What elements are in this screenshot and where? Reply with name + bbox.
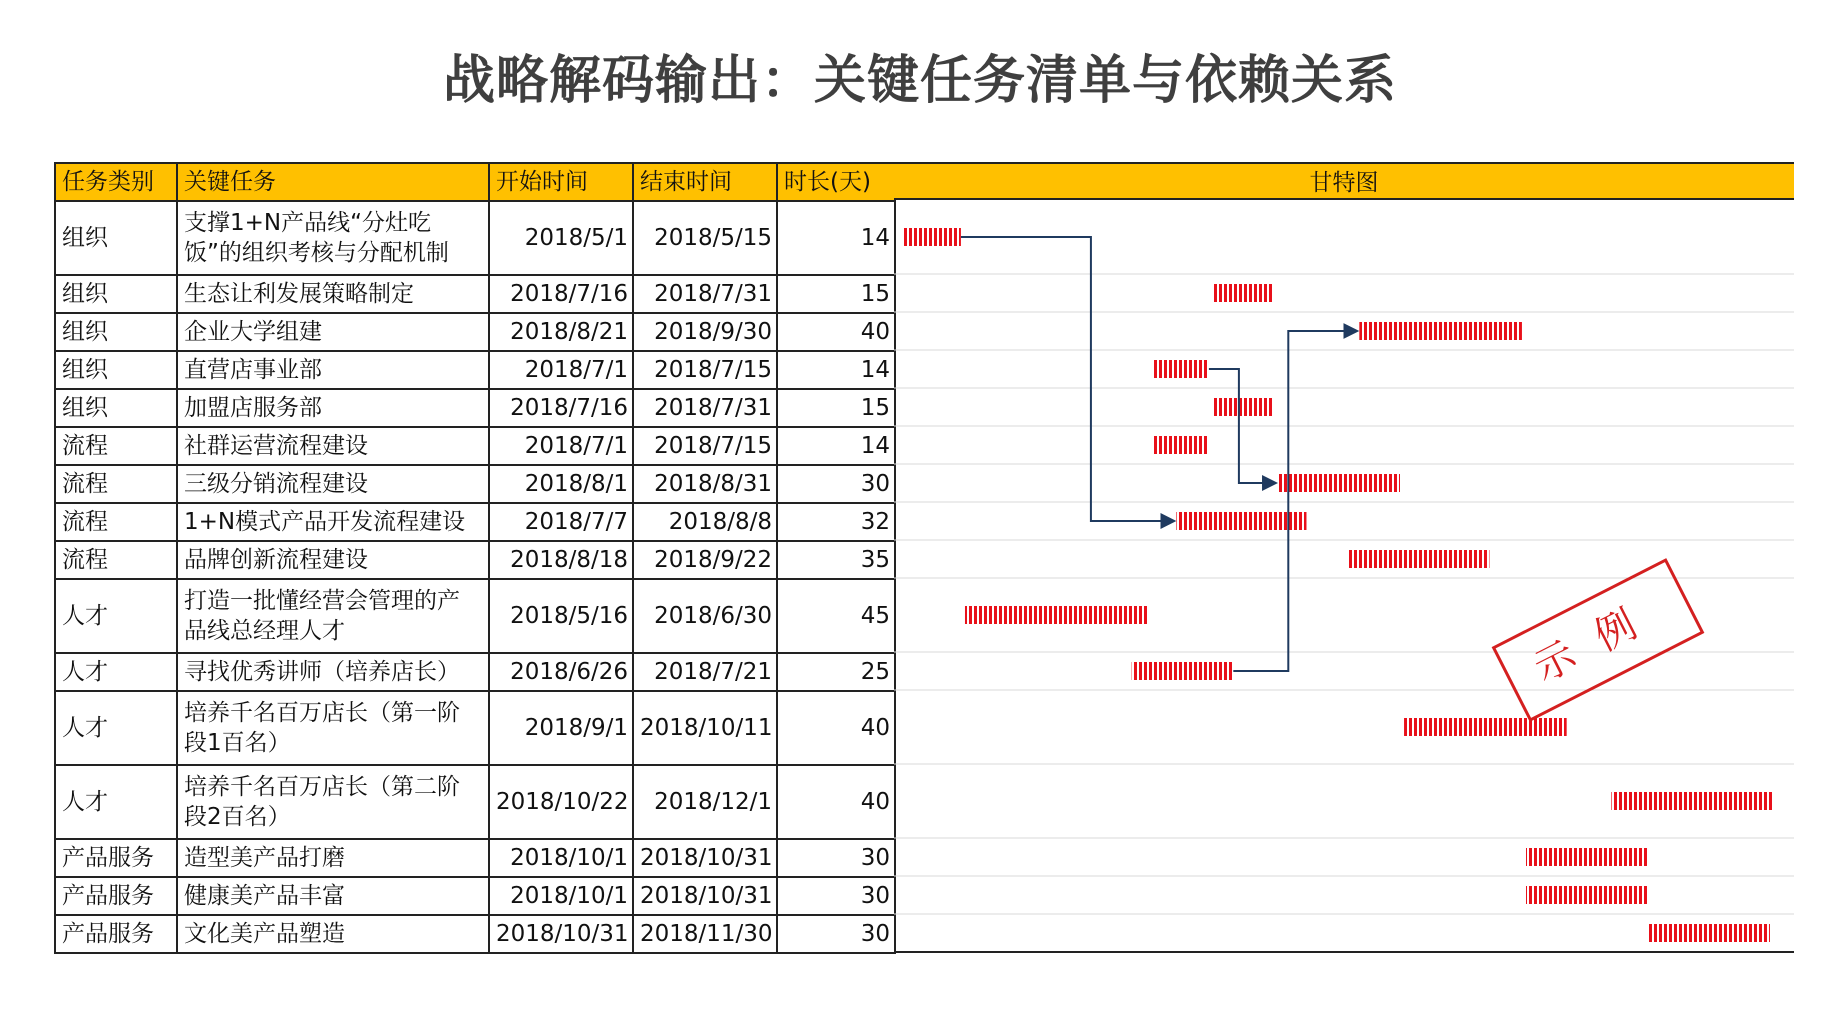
table-row [55, 839, 895, 877]
row-duration: 30 [777, 839, 895, 877]
row-task: 社群运营流程建设 [177, 427, 489, 465]
gantt-bar [965, 606, 1148, 624]
row-category: 流程 [55, 427, 177, 465]
row-start: 2018/5/16 [489, 579, 633, 653]
sample-stamp: 示例 [1492, 558, 1705, 722]
row-task: 加盟店服务部 [177, 389, 489, 427]
gantt-bar [1213, 284, 1274, 302]
header-duration: 时长(天) [777, 163, 895, 201]
gantt-bar [1278, 474, 1400, 492]
row-category: 流程 [55, 465, 177, 503]
table-row [55, 313, 895, 351]
gantt-bar [1611, 792, 1774, 810]
gantt-bar [1152, 360, 1209, 378]
row-start: 2018/10/31 [489, 915, 633, 953]
row-task: 三级分销流程建设 [177, 465, 489, 503]
row-task: 培养千名百万店长（第二阶段2百名） [177, 765, 489, 839]
table-row [55, 579, 895, 653]
row-task: 1+N模式产品开发流程建设 [177, 503, 489, 541]
gantt-bar [1213, 398, 1274, 416]
row-task: 健康美产品丰富 [177, 877, 489, 915]
gantt-bar [1404, 718, 1567, 736]
row-category: 人才 [55, 653, 177, 691]
table-row [55, 877, 895, 915]
gantt-bar [1359, 322, 1522, 340]
row-end: 2018/8/8 [633, 503, 777, 541]
row-duration: 30 [777, 465, 895, 503]
row-duration: 30 [777, 915, 895, 953]
row-task: 品牌创新流程建设 [177, 541, 489, 579]
gantt-bar [1526, 886, 1648, 904]
row-start: 2018/10/22 [489, 765, 633, 839]
row-category: 人才 [55, 765, 177, 839]
row-category: 产品服务 [55, 877, 177, 915]
row-start: 2018/7/7 [489, 503, 633, 541]
row-duration: 30 [777, 877, 895, 915]
row-end: 2018/5/15 [633, 201, 777, 275]
row-start: 2018/10/1 [489, 839, 633, 877]
header-task: 关键任务 [177, 163, 489, 201]
row-start: 2018/8/1 [489, 465, 633, 503]
row-start: 2018/7/1 [489, 351, 633, 389]
dependency-arrow [961, 237, 1174, 521]
row-end: 2018/9/30 [633, 313, 777, 351]
row-end: 2018/7/31 [633, 389, 777, 427]
row-start: 2018/10/1 [489, 877, 633, 915]
table-row [55, 691, 895, 765]
row-task: 生态让利发展策略制定 [177, 275, 489, 313]
row-start: 2018/9/1 [489, 691, 633, 765]
row-duration: 14 [777, 427, 895, 465]
row-task: 寻找优秀讲师（培养店长） [177, 653, 489, 691]
gantt-bar [1132, 662, 1234, 680]
row-duration: 32 [777, 503, 895, 541]
row-end: 2018/8/31 [633, 465, 777, 503]
row-category: 组织 [55, 351, 177, 389]
gantt-bar [1648, 924, 1770, 942]
row-task: 支撑1+N产品线“分灶吃饭”的组织考核与分配机制 [177, 201, 489, 275]
row-task: 企业大学组建 [177, 313, 489, 351]
row-start: 2018/7/16 [489, 389, 633, 427]
row-duration: 15 [777, 275, 895, 313]
row-category: 组织 [55, 201, 177, 275]
table-row [55, 465, 895, 503]
table-row [55, 201, 895, 275]
row-end: 2018/12/1 [633, 765, 777, 839]
table-header-row [55, 163, 895, 201]
task-table [54, 162, 896, 954]
gantt-bar [1152, 436, 1209, 454]
row-duration: 40 [777, 765, 895, 839]
row-end: 2018/6/30 [633, 579, 777, 653]
table-row [55, 389, 895, 427]
row-end: 2018/10/31 [633, 877, 777, 915]
table-row [55, 653, 895, 691]
dependency-arrow [1233, 331, 1357, 671]
row-category: 产品服务 [55, 839, 177, 877]
gantt-bar [904, 228, 961, 246]
row-duration: 14 [777, 201, 895, 275]
table-row [55, 915, 895, 953]
row-end: 2018/7/15 [633, 427, 777, 465]
row-task: 直营店事业部 [177, 351, 489, 389]
row-start: 2018/6/26 [489, 653, 633, 691]
row-duration: 40 [777, 313, 895, 351]
row-category: 流程 [55, 503, 177, 541]
table-row [55, 427, 895, 465]
header-start: 开始时间 [489, 163, 633, 201]
table-row [55, 351, 895, 389]
table-row [55, 275, 895, 313]
row-end: 2018/10/31 [633, 839, 777, 877]
row-category: 组织 [55, 313, 177, 351]
table-row [55, 765, 895, 839]
header-end: 结束时间 [633, 163, 777, 201]
gantt-bar [1347, 550, 1489, 568]
row-start: 2018/8/21 [489, 313, 633, 351]
row-task: 打造一批懂经营会管理的产品线总经理人才 [177, 579, 489, 653]
row-start: 2018/8/18 [489, 541, 633, 579]
table-row [55, 541, 895, 579]
row-category: 流程 [55, 541, 177, 579]
row-end: 2018/9/22 [633, 541, 777, 579]
row-duration: 15 [777, 389, 895, 427]
row-duration: 45 [777, 579, 895, 653]
row-duration: 25 [777, 653, 895, 691]
page-title: 战略解码输出：关键任务清单与依赖关系 [442, 51, 1397, 111]
gantt-bar [1176, 512, 1306, 530]
row-end: 2018/10/11 [633, 691, 777, 765]
row-start: 2018/5/1 [489, 201, 633, 275]
header-category: 任务类别 [55, 163, 177, 201]
gantt-bar [1526, 848, 1648, 866]
row-end: 2018/11/30 [633, 915, 777, 953]
row-category: 组织 [55, 275, 177, 313]
row-task: 培养千名百万店长（第一阶段1百名） [177, 691, 489, 765]
row-start: 2018/7/16 [489, 275, 633, 313]
table-row [55, 503, 895, 541]
row-task: 文化美产品塑造 [177, 915, 489, 953]
row-end: 2018/7/31 [633, 275, 777, 313]
row-category: 人才 [55, 579, 177, 653]
row-start: 2018/7/1 [489, 427, 633, 465]
row-category: 产品服务 [55, 915, 177, 953]
row-end: 2018/7/21 [633, 653, 777, 691]
row-end: 2018/7/15 [633, 351, 777, 389]
row-category: 组织 [55, 389, 177, 427]
row-task: 造型美产品打磨 [177, 839, 489, 877]
gantt-header: 甘特图 [894, 162, 1794, 200]
row-category: 人才 [55, 691, 177, 765]
row-duration: 40 [777, 691, 895, 765]
row-duration: 14 [777, 351, 895, 389]
row-duration: 35 [777, 541, 895, 579]
